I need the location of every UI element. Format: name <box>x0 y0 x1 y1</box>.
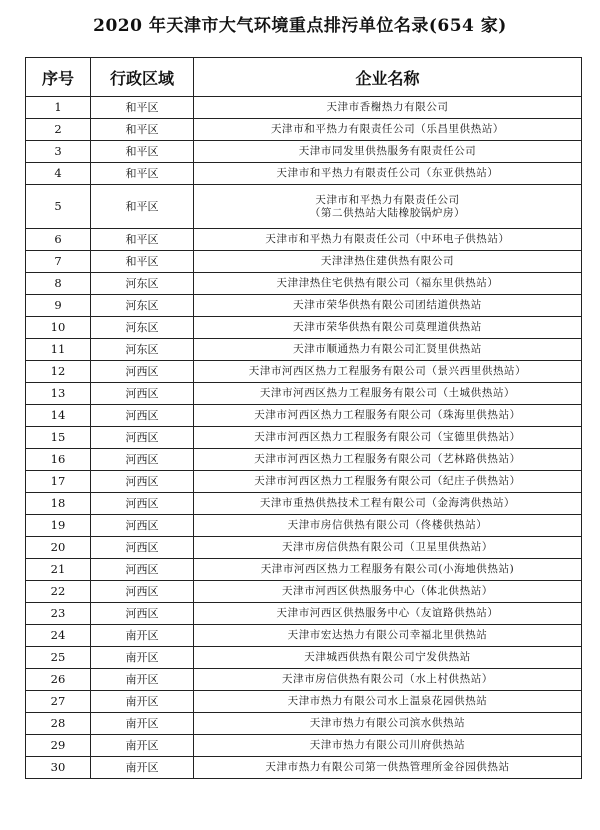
table-row <box>26 163 582 185</box>
row-company <box>194 691 582 713</box>
row-index: 3 <box>26 141 91 163</box>
company-name-line: 天津市香榭热力有限公司 <box>326 101 449 113</box>
table-row <box>26 625 582 647</box>
row-index: 16 <box>26 449 91 471</box>
row-district: 河西区 <box>91 449 194 471</box>
company-name-line: 天津市热力有限公司水上温泉花园供热站 <box>287 695 488 707</box>
row-index: 12 <box>26 361 91 383</box>
company-name-line: 天津市房信供热有限公司（佟楼供热站） <box>287 519 488 531</box>
row-index: 14 <box>26 405 91 427</box>
row-index: 17 <box>26 471 91 493</box>
company-name-line: 天津市河西区热力工程服务有限公司（土城供热站） <box>259 387 516 399</box>
row-index: 23 <box>26 603 91 625</box>
table-row <box>26 757 582 779</box>
company-name-line: 天津市河西区热力工程服务有限公司（纪庄子供热站） <box>254 475 521 487</box>
row-company <box>194 361 582 383</box>
row-company <box>194 603 582 625</box>
row-district: 南开区 <box>91 647 194 669</box>
row-company <box>194 471 582 493</box>
table-row <box>26 361 582 383</box>
row-district: 河西区 <box>91 405 194 427</box>
table-row <box>26 119 582 141</box>
row-index: 27 <box>26 691 91 713</box>
header-district: 行政区域 <box>91 58 194 97</box>
row-index: 2 <box>26 119 91 141</box>
header-company: 企业名称 <box>194 58 582 97</box>
row-district: 和平区 <box>91 97 194 119</box>
table-row <box>26 471 582 493</box>
row-index: 1 <box>26 97 91 119</box>
row-district: 河西区 <box>91 383 194 405</box>
company-name-line: 天津津热住宅供热有限公司（福东里供热站） <box>276 277 499 289</box>
table-row <box>26 185 582 229</box>
row-district: 河西区 <box>91 559 194 581</box>
table-row <box>26 141 582 163</box>
row-district: 南开区 <box>91 757 194 779</box>
row-district: 南开区 <box>91 669 194 691</box>
row-index: 11 <box>26 339 91 361</box>
row-district: 河西区 <box>91 537 194 559</box>
row-district: 河东区 <box>91 339 194 361</box>
row-district: 河东区 <box>91 273 194 295</box>
table-row <box>26 317 582 339</box>
row-company <box>194 97 582 119</box>
table-row <box>26 273 582 295</box>
table-row <box>26 713 582 735</box>
company-name-line: 天津市河西区供热服务中心（体北供热站） <box>282 585 493 597</box>
table-row <box>26 251 582 273</box>
company-name-line: （第二供热站大陆橡胶锅炉房） <box>309 206 466 219</box>
row-district: 河西区 <box>91 471 194 493</box>
table-row <box>26 97 582 119</box>
row-company <box>194 493 582 515</box>
table-row <box>26 383 582 405</box>
table-row <box>26 405 582 427</box>
row-company <box>194 735 582 757</box>
row-company <box>194 317 582 339</box>
row-index: 30 <box>26 757 91 779</box>
company-name-line: 天津市河西区热力工程服务有限公司（景兴西里供热站） <box>248 365 527 377</box>
row-index: 7 <box>26 251 91 273</box>
company-name-line: 天津市河西区热力工程服务有限公司（艺林路供热站） <box>254 453 521 465</box>
row-district: 南开区 <box>91 713 194 735</box>
company-name-line: 天津市荣华供热有限公司团结道供热站 <box>293 299 482 311</box>
row-district: 和平区 <box>91 163 194 185</box>
row-index: 20 <box>26 537 91 559</box>
row-company <box>194 405 582 427</box>
company-name-line: 天津市河西区热力工程服务有限公司(小海地供热站) <box>260 563 515 575</box>
row-company <box>194 273 582 295</box>
row-district: 和平区 <box>91 119 194 141</box>
row-index: 10 <box>26 317 91 339</box>
row-company <box>194 383 582 405</box>
table-body <box>26 97 582 779</box>
company-name-line: 天津市和平热力有限责任公司（中环电子供热站） <box>265 233 510 245</box>
table-row <box>26 735 582 757</box>
company-name-line: 天津津热住建供热有限公司 <box>320 255 455 267</box>
company-name-line: 天津市热力有限公司第一供热管理所金谷园供热站 <box>265 761 510 773</box>
row-company <box>194 295 582 317</box>
row-company <box>194 251 582 273</box>
company-name-line: 天津市荣华供热有限公司莫理道供热站 <box>293 321 482 333</box>
row-company <box>194 625 582 647</box>
row-company <box>194 449 582 471</box>
row-index: 15 <box>26 427 91 449</box>
row-district: 南开区 <box>91 735 194 757</box>
table-row <box>26 647 582 669</box>
row-index: 8 <box>26 273 91 295</box>
row-index: 5 <box>26 185 91 229</box>
company-name-line: 天津市热力有限公司滨水供热站 <box>309 717 466 729</box>
row-district: 河东区 <box>91 317 194 339</box>
row-company <box>194 757 582 779</box>
company-name-line: 天津市和平热力有限责任公司 <box>315 193 460 206</box>
row-district: 和平区 <box>91 251 194 273</box>
row-company <box>194 515 582 537</box>
row-index: 19 <box>26 515 91 537</box>
pollutant-unit-table <box>25 57 582 779</box>
company-name-line: 天津市房信供热有限公司（水上村供热站） <box>282 673 493 685</box>
row-district: 河西区 <box>91 581 194 603</box>
row-company <box>194 141 582 163</box>
company-name-line: 天津市宏达热力有限公司幸福北里供热站 <box>287 629 488 641</box>
row-company <box>194 339 582 361</box>
row-district: 南开区 <box>91 691 194 713</box>
company-name-line: 天津城西供热有限公司宁发供热站 <box>304 651 471 663</box>
row-company <box>194 647 582 669</box>
row-district: 河西区 <box>91 603 194 625</box>
company-name-line: 天津市河西区热力工程服务有限公司（珠海里供热站） <box>254 409 521 421</box>
table-row <box>26 515 582 537</box>
row-index: 4 <box>26 163 91 185</box>
row-district: 河西区 <box>91 361 194 383</box>
table-row <box>26 691 582 713</box>
table-row <box>26 339 582 361</box>
table-row <box>26 669 582 691</box>
row-district: 和平区 <box>91 141 194 163</box>
row-company <box>194 229 582 251</box>
document-title: 2020 年天津市大气环境重点排污单位名录(654 家) <box>93 16 507 36</box>
row-company <box>194 581 582 603</box>
table-row <box>26 581 582 603</box>
company-name-line: 天津市热力有限公司川府供热站 <box>309 739 466 751</box>
row-index: 22 <box>26 581 91 603</box>
company-name-line: 天津市和平热力有限责任公司（乐昌里供热站） <box>270 123 505 135</box>
row-district: 河西区 <box>91 427 194 449</box>
row-index: 9 <box>26 295 91 317</box>
row-index: 6 <box>26 229 91 251</box>
row-index: 13 <box>26 383 91 405</box>
row-company <box>194 713 582 735</box>
company-name-line: 天津市河西区供热服务中心（友谊路供热站） <box>276 607 499 619</box>
row-index: 29 <box>26 735 91 757</box>
row-company <box>194 427 582 449</box>
table-row <box>26 427 582 449</box>
row-district: 河西区 <box>91 515 194 537</box>
row-index: 26 <box>26 669 91 691</box>
table-row <box>26 449 582 471</box>
row-company <box>194 669 582 691</box>
table-row <box>26 493 582 515</box>
row-company <box>194 537 582 559</box>
row-district: 和平区 <box>91 229 194 251</box>
table-row <box>26 295 582 317</box>
row-district: 河东区 <box>91 295 194 317</box>
row-company <box>194 163 582 185</box>
company-name-line: 天津市同发里供热服务有限责任公司 <box>298 145 477 157</box>
company-name-line: 天津市重热供热技术工程有限公司（金海湾供热站） <box>259 497 516 509</box>
row-district: 南开区 <box>91 625 194 647</box>
row-company <box>194 119 582 141</box>
row-index: 28 <box>26 713 91 735</box>
row-district: 和平区 <box>91 185 194 229</box>
row-company <box>194 559 582 581</box>
table-row <box>26 229 582 251</box>
table-row <box>26 559 582 581</box>
header-index: 序号 <box>26 58 91 97</box>
row-index: 21 <box>26 559 91 581</box>
table-row <box>26 537 582 559</box>
company-name-line: 天津市房信供热有限公司（卫星里供热站） <box>282 541 493 553</box>
row-index: 24 <box>26 625 91 647</box>
company-name-line: 天津市河西区热力工程服务有限公司（宝德里供热站） <box>254 431 521 443</box>
company-name-line: 天津市顺通热力有限公司汇贤里供热站 <box>293 343 482 355</box>
table-header-row <box>26 58 582 97</box>
row-index: 25 <box>26 647 91 669</box>
company-name-line: 天津市和平热力有限责任公司（东亚供热站） <box>276 167 499 179</box>
row-company <box>194 185 582 229</box>
row-index: 18 <box>26 493 91 515</box>
row-district: 河西区 <box>91 493 194 515</box>
table-row <box>26 603 582 625</box>
